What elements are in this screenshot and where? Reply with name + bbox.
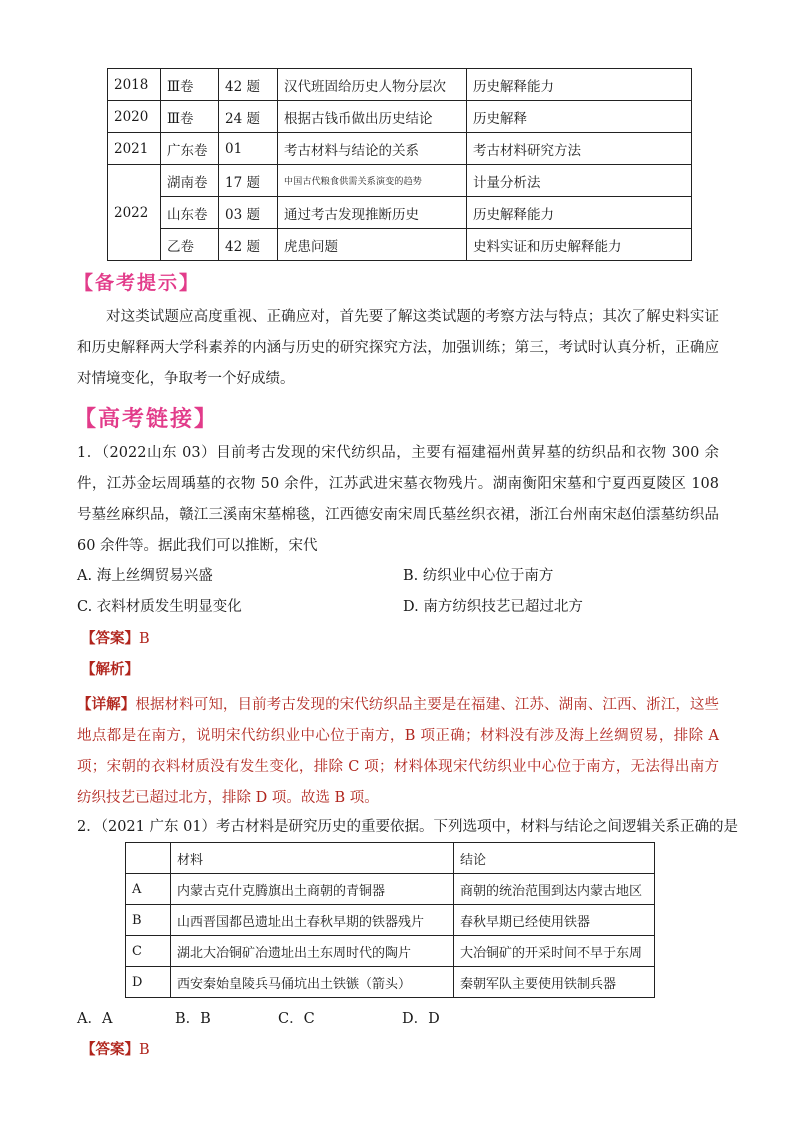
header-conclusion-cell: 结论 (454, 843, 655, 874)
paper-cell: 湖南卷 (161, 165, 219, 197)
year-cell: 2020 (108, 101, 161, 133)
answer-label: 【答案】 (81, 1041, 139, 1058)
table-row (108, 229, 692, 261)
q1-detail (77, 689, 719, 814)
ability-cell: 历史解释能力 (467, 197, 692, 229)
conclusion-cell: 春秋早期已经使用铁器 (454, 905, 655, 936)
table-row (108, 197, 692, 229)
q1-option-a: A. 海上丝绸贸易兴盛 (77, 568, 213, 584)
paper-cell: 乙卷 (161, 229, 219, 261)
q2-option-c: C．C (278, 1011, 315, 1027)
topic-cell: 根据古钱币做出历史结论 (278, 101, 467, 133)
topic-cell: 中国古代粮食供需关系演变的趋势 (278, 165, 467, 197)
answer-value: B (139, 1042, 150, 1058)
tips-paragraph: 对这类试题应高度重视、正确应对，首先要了解这类试题的考察方法与特点；其次了解史料实证和历史解释两大学科素养的内涵与历史的研究探究方法，加强训练；第三，考试时认真分析，正确应对情境变化，争取考一个好成绩。 (77, 309, 719, 387)
q2-answer (81, 1038, 150, 1059)
table-row (126, 936, 655, 967)
year-cell: 2018 (108, 69, 161, 101)
table-row (126, 905, 655, 936)
table-row (126, 874, 655, 905)
section-heading-links: 【高考链接】 (74, 406, 219, 432)
option-label-cell: B (126, 905, 171, 936)
answer-label: 【答案】 (81, 630, 139, 647)
answer-value: B (139, 631, 150, 647)
table-row (108, 101, 692, 133)
material-cell: 内蒙古克什克腾旗出土商朝的青铜器 (171, 874, 454, 905)
question-cell: 03 题 (219, 197, 278, 229)
paper-cell: Ⅲ卷 (161, 101, 219, 133)
question-2-stem: 2．（2021 广东 01）考古材料是研究历史的重要依据。下列选项中，材料与结论之间逻辑关系正确的是 (77, 819, 739, 835)
topic-cell: 汉代班固给历史人物分层次 (278, 69, 467, 101)
material-cell: 湖北大冶铜矿冶遗址出土东周时代的陶片 (171, 936, 454, 967)
q1-analysis-label: 【解析】 (81, 661, 139, 678)
q2-option-d: D．D (402, 1011, 440, 1027)
ability-cell: 历史解释能力 (467, 69, 692, 101)
question-cell: 17 题 (219, 165, 278, 197)
header-label-cell (126, 843, 171, 874)
conclusion-cell: 商朝的统治范围到达内蒙古地区 (454, 874, 655, 905)
question-cell: 42 题 (219, 229, 278, 261)
exam-history-table (107, 68, 692, 261)
option-label-cell: D (126, 967, 171, 998)
q1-option-b: B. 纺织业中心位于南方 (403, 568, 554, 584)
year-cell: 2022 (108, 165, 161, 261)
paper-cell: Ⅲ卷 (161, 69, 219, 101)
table-row (126, 967, 655, 998)
table-row (108, 133, 692, 165)
ability-cell: 历史解释 (467, 101, 692, 133)
conclusion-cell: 秦朝军队主要使用铁制兵器 (454, 967, 655, 998)
header-material-cell: 材料 (171, 843, 454, 874)
question-1-stem: 1．（2022山东 03）目前考古发现的宋代纺织品，主要有福建福州黄昇墓的纺织品和衣物 300 余件，江苏金坛周瑀墓的衣物 50 余件，江苏武进宋墓衣物残片。湖南衡阳宋墓和宁夏西夏陵区 108 号墓丝麻织品，赣江三溪南宋墓棉毯，江西德安南宋周氏墓丝织衣裙，浙江台州南宋赵伯澐墓纺织品 60 余件等。据此我们可以推断，宋代 (77, 445, 719, 554)
conclusion-cell: 大冶铜矿的开采时间不早于东周 (454, 936, 655, 967)
material-cell: 山西晋国都邑遗址出土春秋早期的铁器残片 (171, 905, 454, 936)
material-cell: 西安秦始皇陵兵马俑坑出土铁镞（箭头） (171, 967, 454, 998)
q1-option-c: C. 衣料材质发生明显变化 (77, 599, 242, 615)
ability-cell: 考古材料研究方法 (467, 133, 692, 165)
detail-label: 【详解】 (77, 696, 136, 713)
ability-cell: 史料实证和历史解释能力 (467, 229, 692, 261)
table-header-row (126, 843, 655, 874)
question-cell: 24 题 (219, 101, 278, 133)
topic-cell: 虎患问题 (278, 229, 467, 261)
question-cell: 01 (219, 133, 278, 165)
q1-answer (81, 627, 150, 648)
topic-cell: 通过考古发现推断历史 (278, 197, 467, 229)
section-heading-tips: 【备考提示】 (74, 272, 201, 294)
year-cell: 2021 (108, 133, 161, 165)
detail-text: 根据材料可知，目前考古发现的宋代纺织品主要是在福建、江苏、湖南、江西、浙江，这些地点都是在南方，说明宋代纺织业中心位于南方，B 项正确；材料没有涉及海上丝绸贸易，排除 A 项；宋朝的衣料材质没有发生变化，排除 C 项；材料体现宋代纺织业中心位于南方，无法得出南方纺织技艺已超过北方，排除 D 项。故选 B 项。 (77, 697, 719, 806)
option-label-cell: A (126, 874, 171, 905)
option-label-cell: C (126, 936, 171, 967)
table-row (108, 165, 692, 197)
paper-cell: 山东卷 (161, 197, 219, 229)
q2-option-a: A．A (77, 1011, 113, 1027)
q2-material-table (125, 842, 655, 998)
ability-cell: 计量分析法 (467, 165, 692, 197)
q1-option-d: D. 南方纺织技艺已超过北方 (403, 599, 583, 615)
paper-cell: 广东卷 (161, 133, 219, 165)
topic-cell: 考古材料与结论的关系 (278, 133, 467, 165)
q2-option-b: B．B (175, 1011, 211, 1027)
question-cell: 42 题 (219, 69, 278, 101)
table-row (108, 69, 692, 101)
